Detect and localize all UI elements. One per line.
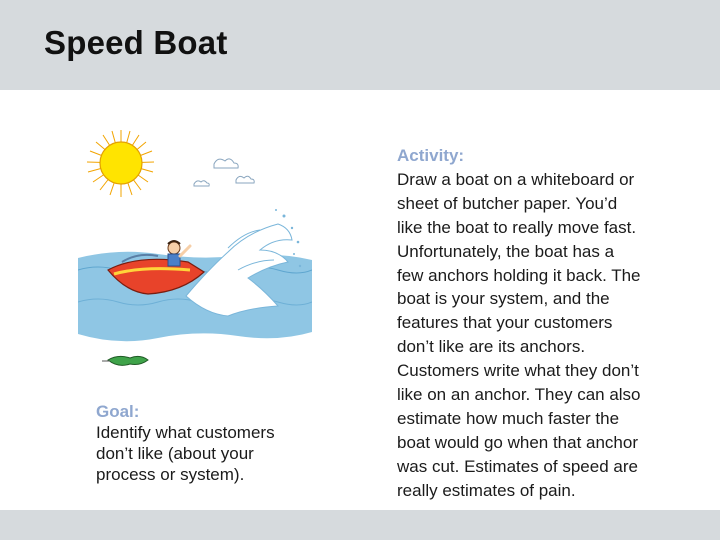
- activity-section: [397, 144, 697, 503]
- goal-section: [96, 401, 336, 485]
- footer-band: [0, 510, 720, 540]
- speed-boat-illustration: [78, 120, 312, 382]
- activity-text: Draw a boat on a whiteboard or sheet of butcher paper. You’d like the boat to really move fast. Unfortunately, the boat has a few anchors holding it back. The boat is your system, and the features that your customers don’t like are its anchors. Customers write what they don’t like on an anchor. They can also estimate how much faster the boat would go when that anchor was cut. Estimates of speed are really estimates of pain.: [397, 169, 641, 500]
- sun-icon: [87, 130, 154, 197]
- cloud-icon: [194, 159, 254, 186]
- goal-label: Goal:: [96, 402, 140, 421]
- activity-label: Activity:: [397, 146, 465, 165]
- anchor-icon: [102, 356, 148, 365]
- slide-title: Speed Boat: [44, 24, 228, 61]
- goal-text: Identify what customers don’t like (about your process or system).: [96, 423, 275, 484]
